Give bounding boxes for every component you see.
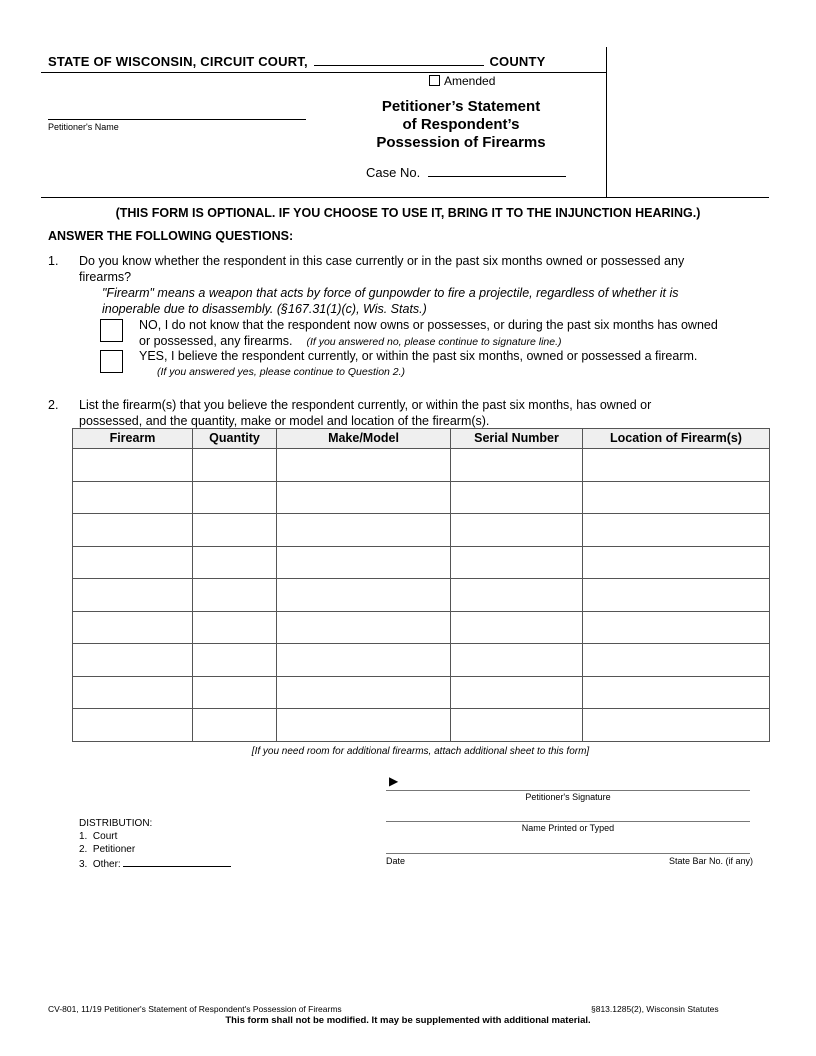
table-row: [73, 709, 770, 742]
table-cell[interactable]: [193, 611, 277, 644]
case-no-label: Case No.: [366, 165, 421, 180]
no-option-line: or possessed, any firearms.: [139, 334, 293, 348]
name-printed-label: Name Printed or Typed: [521, 823, 615, 833]
table-cell[interactable]: [73, 579, 193, 612]
q1-text-line: firearms?: [79, 270, 132, 284]
table-cell[interactable]: [583, 514, 770, 547]
petitioner-signature-line[interactable]: [386, 790, 750, 791]
table-cell[interactable]: [451, 579, 583, 612]
table-cell[interactable]: [73, 449, 193, 482]
county-field[interactable]: [314, 65, 484, 66]
list-number: 1.: [79, 831, 88, 842]
q2-number: 2.: [48, 398, 59, 412]
table-cell[interactable]: [583, 481, 770, 514]
column-header-make-model: Make/Model: [277, 429, 451, 449]
yes-option-note: (If you answered yes, please continue to Question 2.): [157, 366, 406, 378]
q1-text-line: Do you know whether the respondent in this case currently or in the past six months owned or possessed any: [79, 254, 685, 268]
firearms-table: [72, 428, 770, 742]
column-header-quantity: Quantity: [193, 429, 277, 449]
footer-statute: §813.1285(2), Wisconsin Statutes: [591, 1004, 719, 1014]
name-printed-line[interactable]: [386, 821, 750, 822]
table-cell[interactable]: [193, 709, 277, 742]
amended-label: Amended: [444, 74, 496, 88]
case-no-field[interactable]: [428, 176, 566, 177]
table-cell[interactable]: [451, 611, 583, 644]
form-id: CV-801, 11/19: [48, 1004, 102, 1014]
petitioner-signature-label: Petitioner's Signature: [525, 792, 611, 802]
instructions-heading: ANSWER THE FOLLOWING QUESTIONS:: [48, 229, 294, 243]
footer-notice: This form shall not be modified. It may be supplemented with additional material.: [225, 1015, 591, 1026]
q1-question: [79, 253, 769, 285]
distribution-item-court: Court: [92, 831, 118, 842]
table-row: [73, 481, 770, 514]
column-header-firearm: Firearm: [73, 429, 193, 449]
header-bottom-rule: [41, 197, 769, 198]
table-cell[interactable]: [277, 611, 451, 644]
petitioner-name-label: Petitioner's Name: [48, 122, 119, 132]
header-rule: [41, 72, 607, 73]
table-row: [73, 644, 770, 677]
table-row: [73, 611, 770, 644]
state-bar-label: State Bar No. (if any): [668, 856, 753, 866]
table-cell[interactable]: [451, 644, 583, 677]
table-cell[interactable]: [193, 514, 277, 547]
table-row: [73, 546, 770, 579]
date-bar-line[interactable]: [386, 853, 750, 854]
table-cell[interactable]: [277, 514, 451, 547]
table-cell[interactable]: [73, 644, 193, 677]
table-cell[interactable]: [277, 579, 451, 612]
column-header-serial-number: Serial Number: [451, 429, 583, 449]
signature-arrow-icon: ▶: [389, 774, 399, 788]
no-option-note: (If you answered no, please continue to signature line.): [306, 336, 562, 348]
q2-question: [79, 397, 769, 429]
table-row: [73, 579, 770, 612]
form-title-line: Possession of Firearms: [376, 134, 546, 151]
distribution-item-petitioner: Petitioner: [92, 844, 136, 855]
table-cell[interactable]: [193, 481, 277, 514]
form-title-line: Petitioner’s Statement: [381, 98, 541, 115]
table-row: [73, 449, 770, 482]
court-label: STATE OF WISCONSIN, CIRCUIT COURT,: [48, 54, 308, 69]
other-field[interactable]: [123, 866, 231, 867]
table-cell[interactable]: [277, 709, 451, 742]
table-cell[interactable]: [193, 676, 277, 709]
table-cell[interactable]: [277, 546, 451, 579]
table-cell[interactable]: [277, 449, 451, 482]
table-cell[interactable]: [73, 709, 193, 742]
table-cell[interactable]: [583, 546, 770, 579]
list-number: 2.: [79, 844, 88, 855]
optional-notice: (THIS FORM IS OPTIONAL. IF YOU CHOOSE TO USE IT, BRING IT TO THE INJUNCTION HEARING.): [115, 206, 701, 220]
q1-yes-option: YES, I believe the respondent currently, or within the past six months, owned or possessed a firearm.: [139, 349, 698, 363]
header-vertical-rule: [606, 47, 607, 197]
table-cell[interactable]: [451, 481, 583, 514]
q1-no-option: [139, 317, 769, 350]
county-label: COUNTY: [489, 54, 546, 69]
q2-text-line: possessed, and the quantity, make or model and location of the firearm(s).: [79, 414, 490, 428]
table-note: [If you need room for additional firearms, attach additional sheet to this form]: [251, 746, 590, 757]
table-cell[interactable]: [73, 676, 193, 709]
table-cell[interactable]: [73, 611, 193, 644]
table-cell[interactable]: [193, 546, 277, 579]
q1-no-checkbox[interactable]: [100, 319, 123, 342]
no-option-line: NO, I do not know that the respondent now owns or possesses, or during the past six months has owned: [139, 318, 718, 332]
table-cell[interactable]: [277, 644, 451, 677]
form-title: [340, 98, 582, 152]
table-cell[interactable]: [193, 579, 277, 612]
table-cell[interactable]: [73, 514, 193, 547]
table-row: [73, 514, 770, 547]
table-cell[interactable]: [583, 644, 770, 677]
table-cell[interactable]: [583, 579, 770, 612]
table-cell[interactable]: [583, 611, 770, 644]
footer-form-id: [48, 1004, 342, 1014]
q1-yes-checkbox[interactable]: [100, 350, 123, 373]
table-cell[interactable]: [451, 546, 583, 579]
definition-line: "Firearm" means a weapon that acts by force of gunpowder to fire a projectile, regardless of whether it is: [102, 286, 679, 300]
form-title-line: of Respondent’s: [402, 116, 520, 133]
table-cell[interactable]: [451, 676, 583, 709]
table-cell[interactable]: [583, 709, 770, 742]
definition-line: inoperable due to disassembly. (§167.31(1)(c), Wis. Stats.): [102, 302, 427, 316]
table-header-row: [73, 429, 770, 449]
q1-number: 1.: [48, 254, 59, 268]
table-cell[interactable]: [193, 449, 277, 482]
q2-text-line: List the firearm(s) that you believe the respondent currently, or within the past six months, has owned or: [79, 398, 652, 412]
footer-form-title: Petitioner's Statement of Respondent's Possession of Firearms: [104, 1004, 342, 1014]
table-cell[interactable]: [583, 676, 770, 709]
table-cell[interactable]: [451, 709, 583, 742]
firearm-definition: [102, 285, 762, 317]
column-header-location: Location of Firearm(s): [583, 429, 770, 449]
distribution-item-other: Other:: [92, 859, 121, 870]
table-cell[interactable]: [451, 514, 583, 547]
table-cell[interactable]: [451, 449, 583, 482]
table-row: [73, 676, 770, 709]
table-cell[interactable]: [583, 449, 770, 482]
table-cell[interactable]: [277, 676, 451, 709]
case-number: [366, 165, 566, 180]
distribution-title: DISTRIBUTION:: [79, 818, 153, 829]
court-caption: [48, 54, 546, 69]
petitioner-name-field[interactable]: [48, 119, 306, 120]
table-cell[interactable]: [73, 546, 193, 579]
list-number: 3.: [79, 859, 88, 870]
distribution-list: [79, 817, 231, 871]
table-cell[interactable]: [277, 481, 451, 514]
table-cell[interactable]: [73, 481, 193, 514]
date-label: Date: [386, 856, 406, 866]
amended-checkbox[interactable]: [429, 75, 440, 86]
table-cell[interactable]: [193, 644, 277, 677]
